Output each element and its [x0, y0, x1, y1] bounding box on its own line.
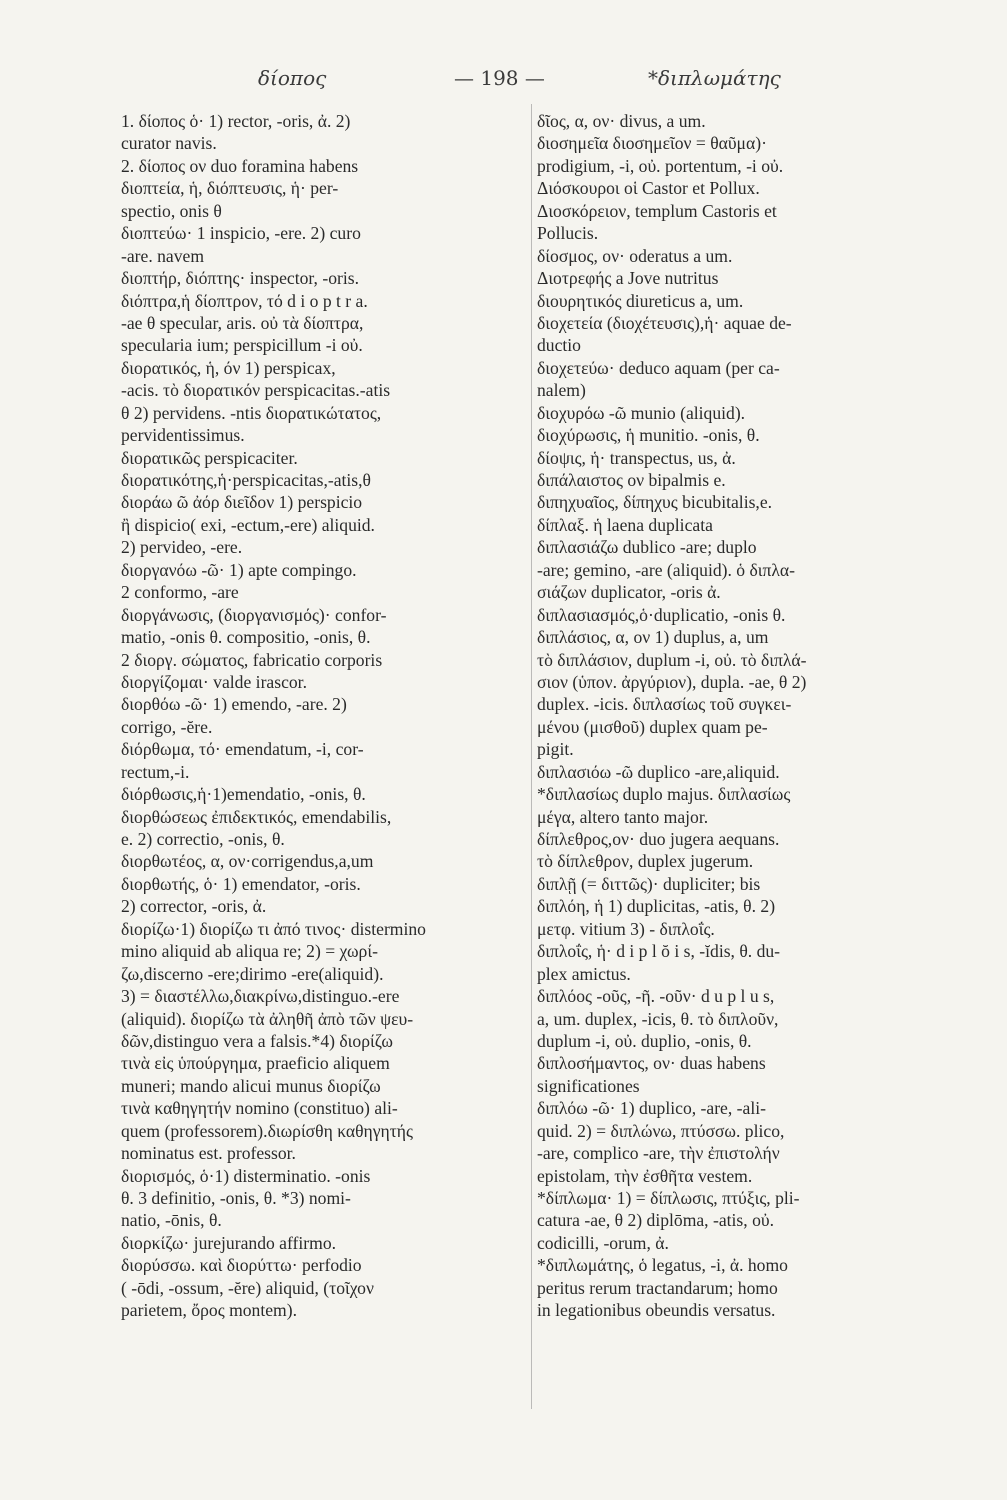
entry-line: διοχετεύω· deduco aquam (per ca- [537, 357, 780, 378]
entry-line: διορατικῶς perspicaciter. [121, 447, 298, 468]
entry-line: natio, -ōnis, θ. [121, 1210, 222, 1231]
entry-line: διπλόος -οῦς, -ῆ. -οῦν· d u p l u s, [537, 986, 775, 1007]
entry-line: διπλοΐς, ἡ· d i p l ŏ i s, -ĭdis, θ. du- [537, 941, 781, 962]
entry-line: pigit. [537, 739, 574, 760]
header-left-headword: δίοπος [258, 66, 327, 90]
entry-line: διοχετεία (διοχέτευσις),ἡ· aquae de- [537, 312, 792, 333]
entry-line: prodigium, -i, οὐ. portentum, -i οὐ. [537, 155, 784, 176]
entry-line: *διπλωμάτης, ὁ legatus, -i, ἀ. homo [537, 1255, 788, 1276]
entry-line: διοπτήρ, διόπτης· inspector, -oris. [121, 268, 359, 289]
entry-line: διοπτεία, ἡ, διόπτευσις, ἡ· per- [121, 178, 339, 199]
entry-line: θ. 3 definitio, -onis, θ. *3) nomi- [121, 1188, 351, 1208]
entry-line: σιάζων duplicator, -oris ἀ. [537, 582, 721, 603]
entry-line: διορατικότης,ἡ·perspicacitas,-atis,θ [121, 470, 371, 490]
entry-line: διοργάνωσις, (διοργανισμός)· confor- [121, 604, 387, 625]
left-column [121, 110, 529, 1322]
entry-line: διπλάσιος, α, ον 1) duplus, a, um [537, 627, 769, 648]
entry-line: τὸ δίπλεθρον, duplex jugerum. [537, 851, 754, 872]
entry-line: διορθώσεως ἐπιδεκτικός, emendabilis, [121, 806, 392, 827]
entry-line: Διόσκουροι οἱ Castor et Pollux. [537, 178, 760, 199]
entry-line: Διοτρεφής a Jove nutritus [537, 268, 719, 289]
entry-line: μετφ. vitium 3) - διπλοΐς. [537, 918, 715, 939]
entry-line: rectum,-i. [121, 761, 190, 782]
entry-line: διόρθωμα, τό· emendatum, -i, cor- [121, 739, 364, 760]
entry-line: διπλασιόω -ῶ duplico -are,aliquid. [537, 761, 780, 782]
entry-line: διπάλαιστος ον bipalmis e. [537, 470, 726, 490]
entry-line: 2) corrector, -oris, ἀ. [121, 896, 267, 917]
entry-line: curator navis. [121, 133, 217, 154]
entry-line: διοσημεῖα διοσημεῖον = θαῦμα)· [537, 133, 767, 154]
entry-line: δίπλεθρος,ον· duo jugera aequans. [537, 829, 780, 849]
entry-line: ζω,discerno -ere;dirimo -ere(aliquid). [121, 963, 384, 984]
entry-line: quid. 2) = διπλώνω, πτύσσω. plico, [537, 1120, 785, 1141]
page-header [0, 66, 1007, 100]
entry-line: 2 conformo, -are [121, 582, 239, 603]
entry-line: δίπλαξ. ἡ laena duplicata [537, 514, 713, 535]
entry-line: in legationibus obeundis versatus. [537, 1300, 776, 1321]
entry-line: Pollucis. [537, 223, 599, 244]
entry-line: τινὰ καθηγητήν nomino (constituo) ali- [121, 1098, 398, 1119]
entry-line: significationes [537, 1075, 640, 1096]
entry-line: quem (professorem).διωρίσθη καθηγητής [121, 1120, 413, 1141]
entry-line: διόρθωσις,ἡ·1)emendatio, -onis, θ. [121, 784, 366, 805]
entry-line: epistolam, τὴν ἐσθῆτα vestem. [537, 1165, 753, 1186]
entry-line: διπλασιάζω dublico -are; duplo [537, 537, 757, 558]
entry-line: διπηχυαῖος, δίπηχυς bicubitalis,e. [537, 492, 773, 513]
entry-line: διοχύρωσις, ἡ munitio. -onis, θ. [537, 425, 760, 446]
entry-line: -ae θ specular, aris. οὐ τὰ δίοπτρα, [121, 312, 364, 333]
header-right-headword: *διπλωμάτης [648, 66, 781, 90]
entry-line: spectio, onis θ [121, 200, 222, 221]
entry-line: nalem) [537, 380, 586, 401]
entry-line: plex amictus. [537, 963, 631, 984]
entry-line: διοργίζομαι· valde irascor. [121, 671, 307, 692]
entry-line: corrigo, -ĕre. [121, 716, 213, 737]
entry-line: ἢ dispicio( exi, -ectum,-ere) aliquid. [121, 514, 375, 535]
entry-line: 2) pervideo, -ere. [121, 537, 243, 558]
entry-line: διορίζω·1) διορίζω τι ἀπό τινος· distermino [121, 918, 426, 939]
entry-line: τὸ διπλάσιον, duplum -i, οὐ. τὸ διπλά- [537, 649, 807, 670]
entry-line: δίοσμος, ον· oderatus a um. [537, 245, 733, 266]
entry-line: parietem, ὄρος montem). [121, 1300, 297, 1321]
entry-line: διοπτεύω· 1 inspicio, -ere. 2) curo [121, 223, 361, 244]
entry-line: e. 2) correctio, -onis, θ. [121, 829, 285, 849]
entry-line: codicilli, -orum, ἀ. [537, 1232, 669, 1253]
entry-line: peritus rerum tractandarum; homo [537, 1277, 778, 1298]
entry-line: διοχυρόω -ῶ munio (aliquid). [537, 402, 746, 423]
entry-line: pervidentissimus. [121, 425, 245, 446]
entry-line: duplum -i, οὐ. duplio, -onis, θ. [537, 1030, 752, 1051]
entry-line: (aliquid). διορίζω τὰ ἀληθῆ ἀπὸ τῶν ψευ- [121, 1008, 414, 1029]
entry-line: catura -ae, θ 2) diplōma, -atis, οὐ. [537, 1210, 774, 1231]
entry-line: mino aliquid ab aliqua re; 2) = χωρί- [121, 941, 378, 962]
entry-line: διορθόω -ῶ· 1) emendo, -are. 2) [121, 694, 347, 715]
entry-line: διορθωτής, ὁ· 1) emendator, -oris. [121, 873, 361, 894]
entry-line: 1. δίοπος ὁ· 1) rector, -oris, ἀ. 2) [121, 111, 351, 131]
entry-line: -are, complico -are, τὴν ἐπιστολήν [537, 1143, 780, 1164]
entry-line: δίοψις, ἡ· transpectus, us, ἀ. [537, 447, 736, 468]
entry-line: nominatus est. professor. [121, 1143, 296, 1164]
entry-line: 2. δίοπος ον duo foramina habens [121, 155, 359, 176]
entry-line: ( -ōdi, -ossum, -ĕre) aliquid, (τοῖχον [121, 1277, 374, 1298]
entry-line: διορισμός, ὁ·1) disterminatio. -onis [121, 1165, 371, 1186]
entry-line: διορθωτέος, α, ον·corrigendus,a,um [121, 851, 374, 872]
entry-line: δῖος, α, ον· divus, a um. [537, 111, 706, 131]
entry-line: 2 διοργ. σώματος, fabricatio corporis [121, 649, 383, 670]
entry-line: μέγα, altero tanto major. [537, 806, 709, 827]
entry-line: duplex. -icis. διπλασίως τοῦ συγκει- [537, 694, 792, 715]
entry-line: a, um. duplex, -icis, θ. τὸ διπλοῦν, [537, 1008, 779, 1029]
entry-line: διπλόη, ἡ 1) duplicitas, -atis, θ. 2) [537, 896, 776, 917]
entry-line: matio, -onis θ. compositio, -onis, θ. [121, 627, 371, 648]
entry-line: διοργανόω -ῶ· 1) apte compingo. [121, 559, 357, 580]
entry-line: διπλοσήμαντος, ον· duas habens [537, 1053, 766, 1074]
entry-line: δῶν,distinguo vera a falsis.*4) διορίζω [121, 1030, 393, 1051]
entry-line: 3) = διαστέλλω,διακρίνω,distinguo.-ere [121, 986, 400, 1007]
entry-line: διορατικός, ἡ, όν 1) perspicax, [121, 357, 336, 378]
entry-line: διορύσσω. καὶ διορύττω· perfodio [121, 1255, 362, 1276]
entry-line: *δίπλωμα· 1) = δίπλωσις, πτύξις, pli- [537, 1188, 800, 1208]
entry-line: muneri; mando alicui munus διορίζω [121, 1075, 381, 1096]
page-number: — 198 — [454, 66, 545, 90]
entry-line: διοράω ῶ ἀόρ διεῖδον 1) perspicio [121, 492, 363, 513]
entry-line: -are; gemino, -are (aliquid). ὁ διπλα- [537, 559, 796, 580]
column-divider [531, 104, 532, 1409]
entry-line: μένου (μισθοῦ) duplex quam pe- [537, 716, 768, 737]
entry-line: θ 2) pervidens. -ntis διορατικώτατος, [121, 402, 382, 423]
right-column [537, 110, 909, 1322]
entry-line: Διοσκόρειον, templum Castoris et [537, 200, 777, 221]
entry-line: διπλόω -ῶ· 1) duplico, -are, -ali- [537, 1098, 766, 1119]
entry-line: διουρητικός diureticus a, um. [537, 290, 744, 311]
entry-line: διόπτρα,ἡ δίοπτρον, τό d i o p t r a. [121, 290, 368, 311]
entry-line: διπλασιασμός,ὁ·duplicatio, -onis θ. [537, 604, 786, 625]
entry-line: -acis. τὸ διορατικόν perspicacitas.-atis [121, 380, 391, 401]
entry-line: τινὰ εἰς ὑπούργημα, praeficio aliquem [121, 1053, 390, 1074]
entry-line: σιον (ὑπον. ἀργύριον), dupla. -ae, θ 2) [537, 671, 807, 692]
entry-line: specularia ium; perspicillum -i οὐ. [121, 335, 363, 356]
entry-line: *διπλασίως duplo majus. διπλασίως [537, 784, 791, 805]
entry-line: -are. navem [121, 245, 205, 266]
entry-line: διορκίζω· jurejurando affirmo. [121, 1232, 337, 1253]
entry-line: διπλῇ (= διττῶς)· dupliciter; bis [537, 873, 761, 894]
entry-line: ductio [537, 335, 581, 356]
